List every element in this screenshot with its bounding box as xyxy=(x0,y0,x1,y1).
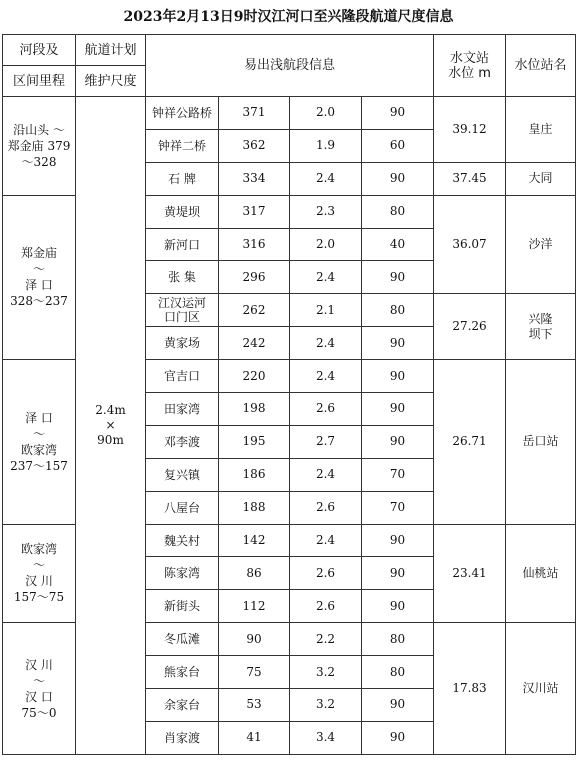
section-range-cell-line: 郑金庙 xyxy=(20,246,57,261)
table-row xyxy=(3,97,576,130)
mileage-cell: 41 xyxy=(219,721,290,754)
mileage-cell: 262 xyxy=(219,294,290,327)
shoal-site-cell xyxy=(146,491,219,524)
shoal-site-cell xyxy=(146,228,219,261)
depth-cell: 2.6 xyxy=(290,393,362,426)
depth-cell: 3.2 xyxy=(290,656,362,689)
section-range-cell-line: ～ xyxy=(32,673,45,688)
gauge-station-cell xyxy=(506,195,576,294)
gauge-station-cell-line: 大同 xyxy=(528,171,553,186)
shoal-site-cell-line: 余家台 xyxy=(163,697,200,712)
water-level-cell: 27.26 xyxy=(434,294,506,360)
shoal-site-cell xyxy=(146,721,219,754)
section-range-cell-line: 欧家湾 xyxy=(20,442,57,457)
section-range-cell-line: ～ xyxy=(32,558,45,573)
shoal-site-cell-line: 邓李渡 xyxy=(163,434,200,449)
width-cell: 70 xyxy=(362,458,434,491)
shoal-site-cell xyxy=(146,557,219,590)
width-cell: 90 xyxy=(362,162,434,195)
section-range-cell-line: 泽 口 xyxy=(25,410,53,425)
width-cell: 60 xyxy=(362,129,434,162)
shoal-site-cell-line: 魏关村 xyxy=(163,533,200,548)
mileage-cell: 188 xyxy=(219,491,290,524)
section-range-cell-line: ～ xyxy=(32,426,45,441)
section-range-cell-line: ～328 xyxy=(21,154,57,169)
gauge-station-cell-line: 兴隆 xyxy=(528,311,553,326)
shoal-site-cell xyxy=(146,656,219,689)
gauge-station-cell xyxy=(506,524,576,623)
gauge-station-cell-line: 沙洋 xyxy=(528,237,553,251)
section-range-cell-line: 泽 口 xyxy=(25,278,53,293)
mileage-cell: 316 xyxy=(219,228,290,261)
mileage-cell: 75 xyxy=(219,656,290,689)
water-level-cell: 37.45 xyxy=(434,162,506,195)
section-range-cell-line: 汉 川 xyxy=(25,657,53,672)
section-range-cell-line: ～ xyxy=(32,262,45,277)
shoal-site-cell-line: 石 牌 xyxy=(168,171,196,186)
shoal-site-cell-line: 田家湾 xyxy=(163,401,200,416)
mileage-cell: 195 xyxy=(219,425,290,458)
gauge-station-cell xyxy=(506,623,576,755)
depth-cell: 2.4 xyxy=(290,458,362,491)
width-cell: 90 xyxy=(362,557,434,590)
width-cell: 90 xyxy=(362,524,434,557)
section-range-cell-line: 237～157 xyxy=(10,458,68,473)
shoal-site-cell-line: 官吉口 xyxy=(163,369,200,384)
shoal-site-cell-line: 新河口 xyxy=(163,237,200,252)
width-cell: 90 xyxy=(362,360,434,393)
depth-cell: 2.6 xyxy=(290,557,362,590)
mileage-cell: 53 xyxy=(219,689,290,722)
depth-cell: 2.2 xyxy=(290,623,362,656)
mileage-cell: 112 xyxy=(219,590,290,623)
depth-cell: 2.0 xyxy=(290,97,362,130)
shoal-site-cell xyxy=(146,425,219,458)
depth-cell: 2.0 xyxy=(290,228,362,261)
width-cell: 80 xyxy=(362,656,434,689)
water-level-cell: 17.83 xyxy=(434,623,506,755)
maintenance-dimension-cell xyxy=(76,97,146,755)
mileage-cell: 198 xyxy=(219,393,290,426)
depth-cell: 2.4 xyxy=(290,524,362,557)
gauge-station-cell-line: 仙桃站 xyxy=(522,565,559,580)
shoal-site-cell xyxy=(146,623,219,656)
depth-cell: 2.7 xyxy=(290,425,362,458)
gauge-station-cell xyxy=(506,294,576,360)
mileage-cell: 242 xyxy=(219,327,290,360)
channel-dimension-table xyxy=(2,34,576,755)
mileage-cell: 86 xyxy=(219,557,290,590)
depth-cell: 2.4 xyxy=(290,162,362,195)
section-range-cell-line: 郑金庙 379 xyxy=(7,138,71,153)
shoal-site-cell xyxy=(146,195,219,228)
section-range-cell-line: 75～0 xyxy=(21,705,57,720)
width-cell: 90 xyxy=(362,97,434,130)
depth-cell: 2.4 xyxy=(290,261,362,294)
width-cell: 80 xyxy=(362,623,434,656)
shoal-site-cell xyxy=(146,393,219,426)
shoal-site-cell xyxy=(146,458,219,491)
section-range-cell-line: 欧家湾 xyxy=(20,542,57,557)
shoal-site-cell xyxy=(146,689,219,722)
section-range-cell-line: 沿山头 ～ xyxy=(13,122,65,137)
mileage-cell: 90 xyxy=(219,623,290,656)
width-cell: 90 xyxy=(362,590,434,623)
mileage-cell: 220 xyxy=(219,360,290,393)
gauge-station-cell-line: 坝下 xyxy=(528,326,553,341)
gauge-station-cell-line: 岳口站 xyxy=(522,434,559,449)
section-range-cell xyxy=(3,97,76,196)
water-level-cell: 36.07 xyxy=(434,195,506,294)
width-cell: 40 xyxy=(362,228,434,261)
section-range-cell-line: 汉 口 xyxy=(25,689,53,704)
water-level-cell: 23.41 xyxy=(434,524,506,623)
shoal-site-cell-line: 八屋台 xyxy=(163,500,200,515)
mileage-cell: 186 xyxy=(219,458,290,491)
width-cell: 90 xyxy=(362,393,434,426)
page-title: 2023年2月13日9时汉江河口至兴隆段航道尺度信息 xyxy=(123,9,454,25)
width-cell: 90 xyxy=(362,425,434,458)
shoal-site-cell xyxy=(146,261,219,294)
shoal-site-cell-line: 肖家渡 xyxy=(163,730,200,745)
section-range-cell-line: 157～75 xyxy=(13,590,65,605)
shoal-site-cell-line: 张 集 xyxy=(168,270,196,285)
shoal-site-cell-line: 钟祥公路桥 xyxy=(151,105,212,120)
shoal-site-cell-line: 复兴镇 xyxy=(163,467,200,482)
depth-cell: 2.4 xyxy=(290,327,362,360)
shoal-site-cell-line: 熊家台 xyxy=(163,665,200,680)
depth-cell: 2.1 xyxy=(290,294,362,327)
header-gauge-label: 水位站名 xyxy=(506,35,576,97)
gauge-station-cell xyxy=(506,360,576,524)
gauge-station-cell-line: 皇庄 xyxy=(528,121,553,136)
depth-cell: 3.4 xyxy=(290,721,362,754)
mileage-cell: 142 xyxy=(219,524,290,557)
width-cell: 80 xyxy=(362,294,434,327)
shoal-site-cell-line: 口门区 xyxy=(163,310,200,325)
shoal-site-cell xyxy=(146,162,219,195)
mileage-cell: 317 xyxy=(219,195,290,228)
shoal-site-cell-line: 钟祥二桥 xyxy=(157,138,206,153)
section-range-cell-line: 汉 川 xyxy=(25,574,53,589)
depth-cell: 1.9 xyxy=(290,129,362,162)
width-cell: 80 xyxy=(362,195,434,228)
section-range-cell xyxy=(3,360,76,524)
shoal-site-cell-line: 黄堤坝 xyxy=(163,204,200,219)
shoal-site-cell-line: 江汉运河 xyxy=(157,296,206,311)
shoal-site-cell xyxy=(146,590,219,623)
depth-cell: 3.2 xyxy=(290,689,362,722)
depth-cell: 2.6 xyxy=(290,590,362,623)
shoal-site-cell xyxy=(146,129,219,162)
shoal-site-cell xyxy=(146,360,219,393)
mileage-cell: 296 xyxy=(219,261,290,294)
header-maintenance-label: 维护尺度 xyxy=(76,66,146,97)
width-cell: 70 xyxy=(362,491,434,524)
mileage-cell: 371 xyxy=(219,97,290,130)
header-hydro-label xyxy=(434,35,506,97)
depth-cell: 2.6 xyxy=(290,491,362,524)
header-mileage-label: 区间里程 xyxy=(3,66,76,97)
shoal-site-cell-line: 冬瓜滩 xyxy=(163,632,200,647)
gauge-station-cell xyxy=(506,162,576,195)
shoal-site-cell xyxy=(146,294,219,327)
shoal-site-cell xyxy=(146,524,219,557)
shoal-site-cell xyxy=(146,327,219,360)
mileage-cell: 362 xyxy=(219,129,290,162)
shoal-site-cell-line: 新街头 xyxy=(163,599,200,614)
shoal-site-cell-line: 黄家场 xyxy=(163,336,200,351)
width-cell: 90 xyxy=(362,261,434,294)
width-cell: 90 xyxy=(362,689,434,722)
width-cell: 90 xyxy=(362,327,434,360)
section-range-cell-line: 328～237 xyxy=(10,294,68,309)
gauge-station-cell-line: 汉川站 xyxy=(522,681,559,696)
shoal-site-cell-line: 陈家湾 xyxy=(163,566,200,581)
section-range-cell xyxy=(3,195,76,359)
shoal-site-cell xyxy=(146,97,219,130)
gauge-station-cell xyxy=(506,97,576,163)
section-range-cell xyxy=(3,623,76,755)
header-section-label: 河段及 xyxy=(3,35,76,66)
header-hydro-label-line: 水位 m xyxy=(448,65,491,81)
header-hydro-label-line: 水文站 xyxy=(450,50,490,66)
width-cell: 90 xyxy=(362,721,434,754)
water-level-cell: 26.71 xyxy=(434,360,506,524)
water-level-cell: 39.12 xyxy=(434,97,506,163)
depth-cell: 2.3 xyxy=(290,195,362,228)
section-range-cell xyxy=(3,524,76,623)
maintenance-dimension-cell-line: 90m xyxy=(97,432,124,447)
header-plan-label: 航道计划 xyxy=(76,35,146,66)
maintenance-dimension-cell-line: 2.4m xyxy=(95,402,126,417)
depth-cell: 2.4 xyxy=(290,360,362,393)
maintenance-dimension-cell-line: × xyxy=(105,417,116,432)
header-shoal-label: 易出浅航段信息 xyxy=(146,35,434,97)
mileage-cell: 334 xyxy=(219,162,290,195)
